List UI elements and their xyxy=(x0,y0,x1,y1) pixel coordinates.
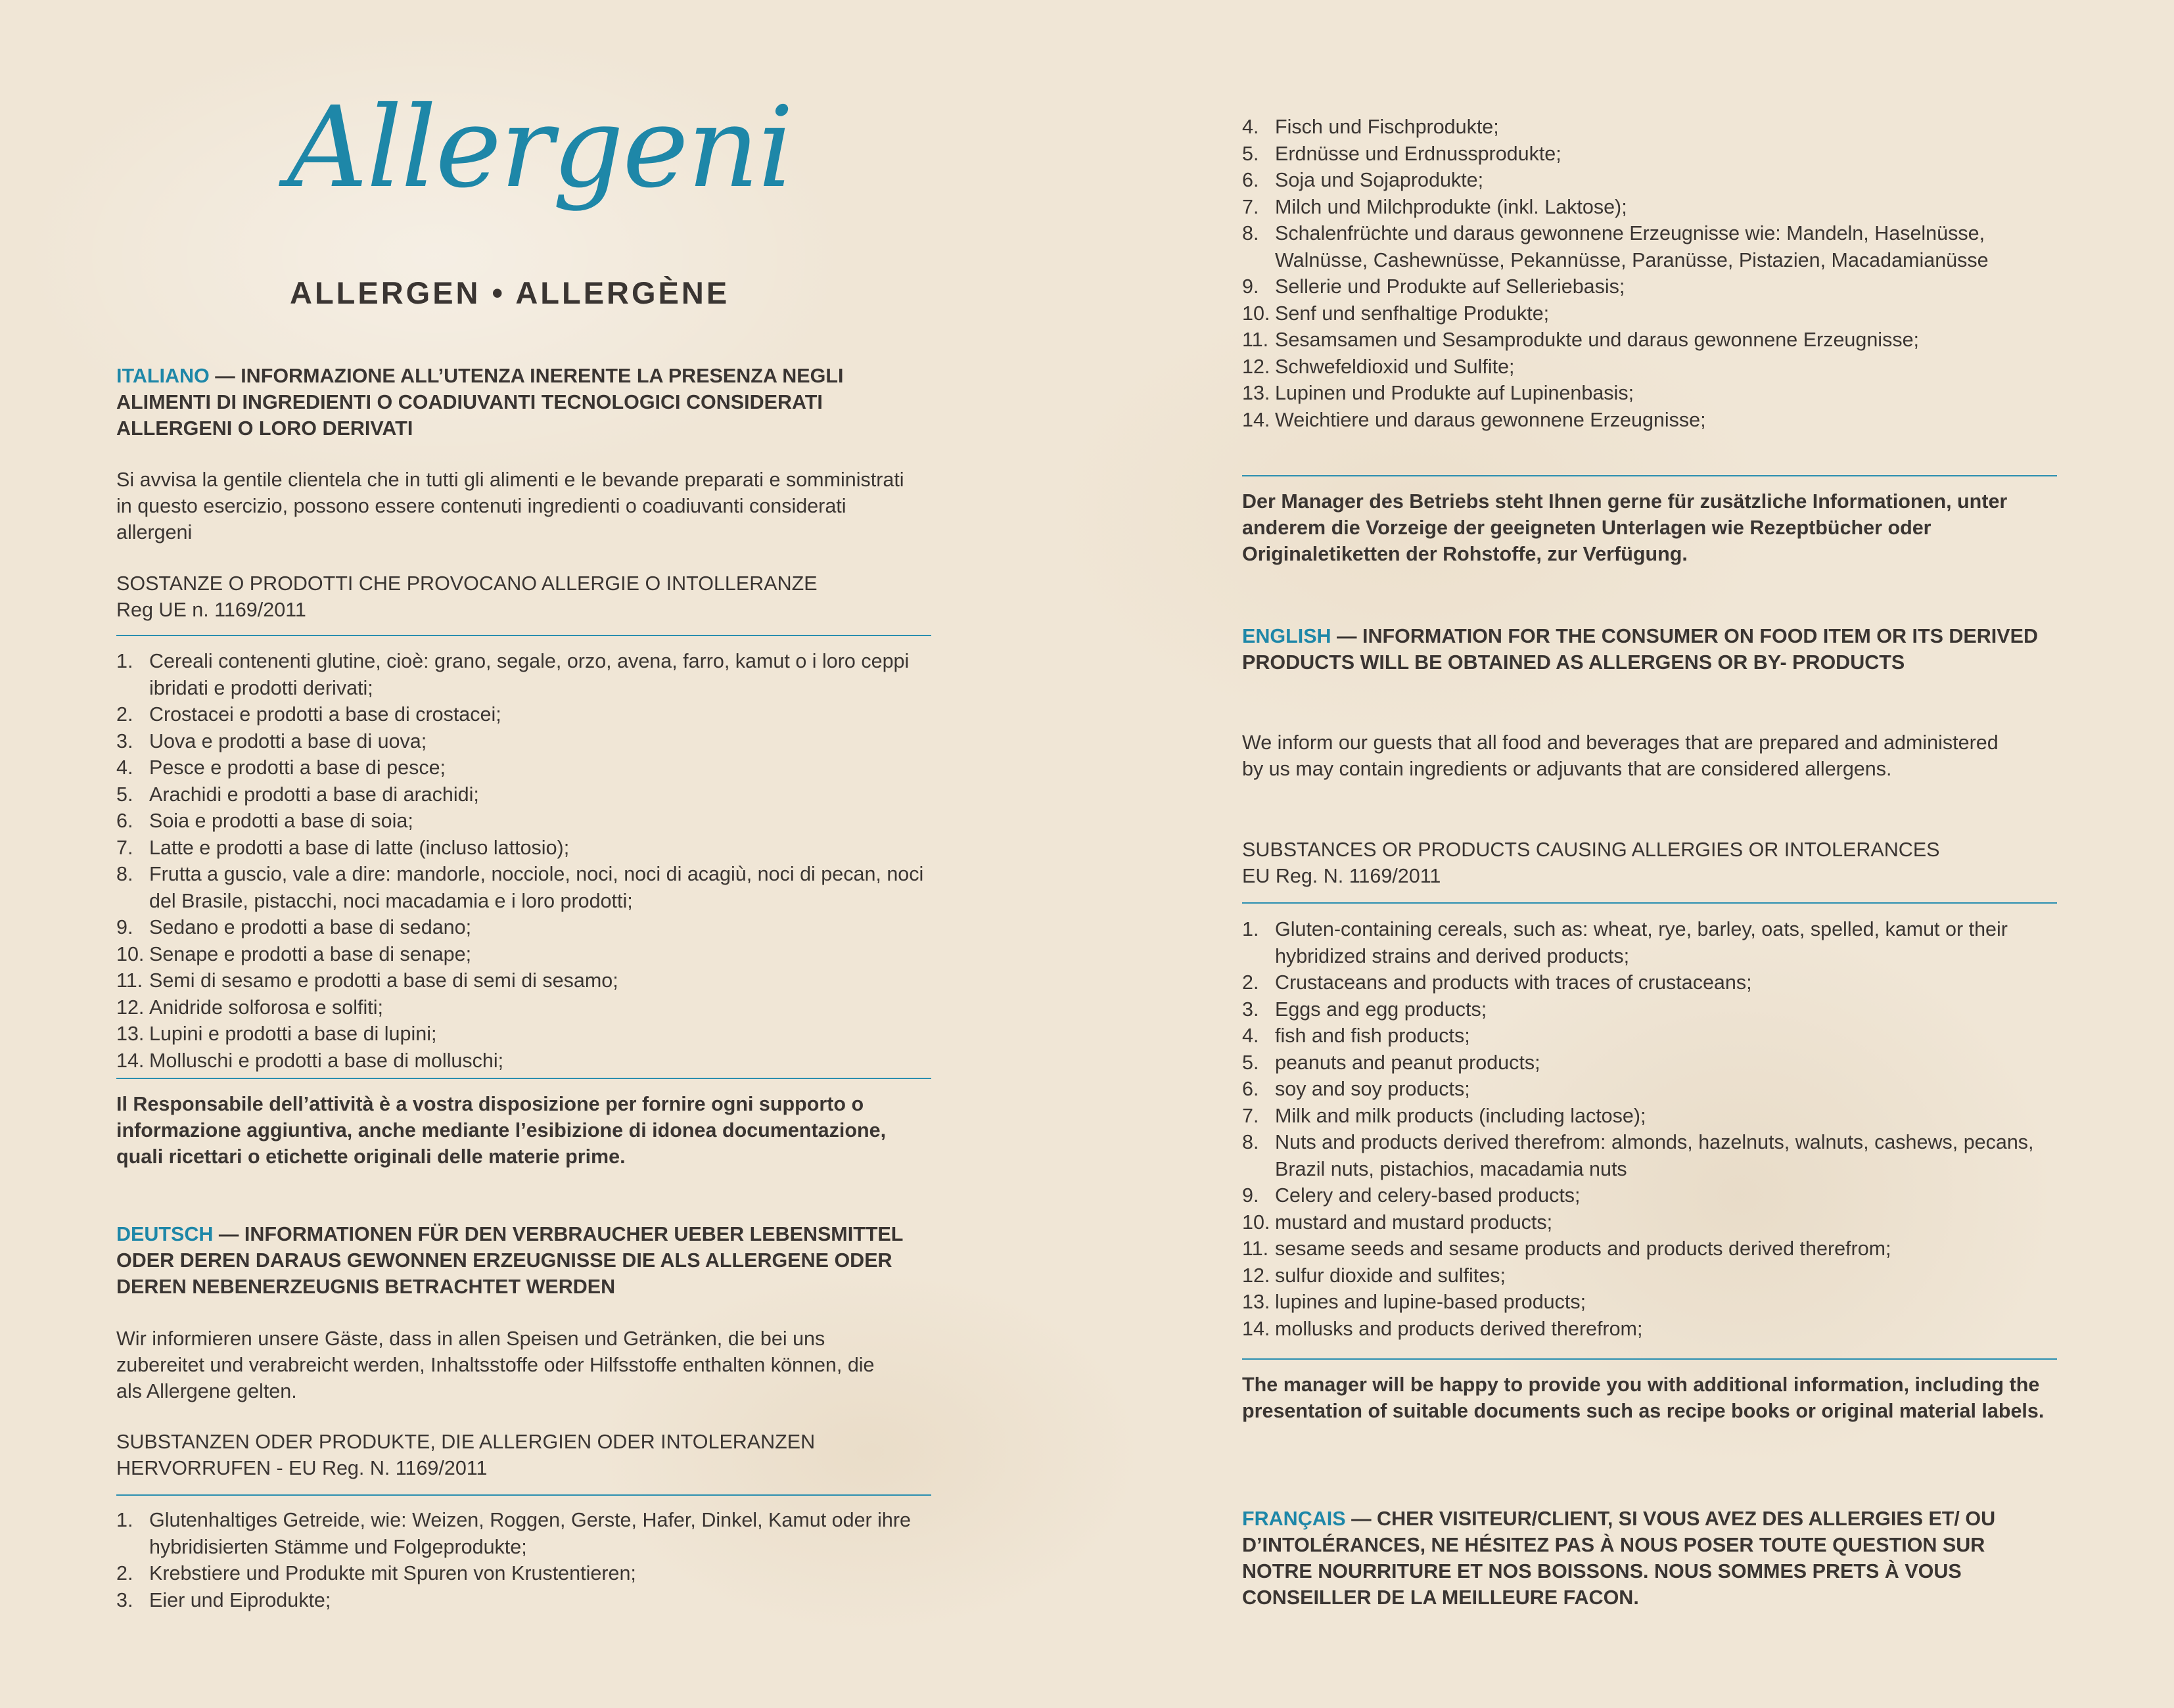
italiano-allergen-list xyxy=(116,648,931,1074)
list-item-number: 5. xyxy=(1242,1051,1259,1074)
list-item-text: Gluten-containing cereals, such as: wheat, rye, barley, oats, spelled, kamut or their hybridized strains and derived products; xyxy=(1275,918,2008,967)
list-item-number: 7. xyxy=(1242,195,1259,218)
list-item xyxy=(1242,916,2057,969)
list-item-number: 6. xyxy=(1242,169,1259,191)
list-item-text: Glutenhaltiges Getreide, wie: Weizen, Roggen, Gerste, Hafer, Dinkel, Kamut oder ihre hybridisierten Stämme und Folgeprodukte; xyxy=(149,1509,912,1558)
francais-lang-label: FRANÇAIS xyxy=(1242,1508,1346,1530)
list-item-text: Senf und senfhaltige Produkte; xyxy=(1275,302,1550,325)
english-list-block xyxy=(1242,916,2057,1342)
list-item xyxy=(1242,969,2057,996)
list-item xyxy=(1242,1262,2057,1289)
italiano-substances-block xyxy=(116,570,931,623)
list-item-text: Soia e prodotti a base di soia; xyxy=(149,810,413,832)
list-item-number: 12. xyxy=(1242,1264,1270,1287)
list-item-number: 1. xyxy=(116,1509,133,1531)
list-item-text: mollusks and products derived therefrom; xyxy=(1275,1317,1643,1340)
divider xyxy=(116,1494,931,1496)
list-item-number: 12. xyxy=(116,996,145,1019)
list-item xyxy=(1242,1289,2057,1316)
list-item-number: 4. xyxy=(1242,1025,1259,1047)
list-item-text: Uova e prodotti a base di uova; xyxy=(149,729,427,752)
list-item-number: 14. xyxy=(1242,408,1270,431)
italiano-list-block xyxy=(116,648,931,1074)
deutsch-heading xyxy=(116,1221,931,1300)
deutsch-section xyxy=(116,1221,931,1300)
list-item xyxy=(1242,114,2057,141)
list-item-number: 4. xyxy=(116,756,133,779)
list-item-number: 1. xyxy=(116,650,133,672)
list-item-number: 10. xyxy=(116,942,145,965)
list-item xyxy=(116,914,931,941)
list-item-text: Molluschi e prodotti a base di molluschi; xyxy=(149,1049,504,1072)
divider xyxy=(116,635,931,636)
list-item xyxy=(1242,273,2057,300)
list-item-number: 13. xyxy=(1242,1291,1270,1313)
italiano-heading xyxy=(116,363,931,442)
list-item-text: Eggs and egg products; xyxy=(1275,998,1487,1021)
list-item-number: 8. xyxy=(1242,222,1259,244)
divider xyxy=(1242,475,2057,476)
list-item-number: 12. xyxy=(1242,355,1270,378)
divider xyxy=(116,1078,931,1079)
list-item-text: Crostacei e prodotti a base di crostacei; xyxy=(149,703,501,726)
english-intro-block xyxy=(1242,729,2057,782)
list-item-number: 11. xyxy=(1242,329,1269,351)
list-item xyxy=(1242,1103,2057,1130)
list-item xyxy=(116,1021,931,1048)
list-item-text: Schwefeldioxid und Sulfite; xyxy=(1275,355,1515,378)
list-item xyxy=(1242,1316,2057,1343)
list-item-number: 2. xyxy=(116,703,133,726)
list-item-number: 13. xyxy=(1242,382,1270,404)
list-item xyxy=(1242,300,2057,327)
list-item-number: 3. xyxy=(116,729,133,752)
divider xyxy=(1242,902,2057,904)
list-item-text: Soja und Sojaprodukte; xyxy=(1275,169,1484,191)
deutsch-lang-label: DEUTSCH xyxy=(116,1223,214,1245)
list-item-number: 7. xyxy=(116,836,133,859)
list-item xyxy=(1242,141,2057,168)
list-item-text: lupines and lupine-based products; xyxy=(1275,1291,1586,1313)
list-item xyxy=(1242,354,2057,381)
list-item xyxy=(1242,167,2057,194)
list-item-text: Eier und Eiprodukte; xyxy=(149,1588,331,1611)
list-item xyxy=(1242,380,2057,407)
list-item-text: Semi di sesamo e prodotti a base di semi di sesamo; xyxy=(149,969,618,992)
list-item xyxy=(116,835,931,862)
list-item xyxy=(116,1560,931,1587)
deutsch-allergen-list-part1 xyxy=(116,1507,931,1613)
list-item-text: Milch und Milchprodukte (inkl. Laktose); xyxy=(1275,195,1627,218)
list-item-text: Krebstiere und Produkte mit Spuren von Krustentieren; xyxy=(149,1562,636,1584)
list-item-number: 10. xyxy=(1242,1211,1270,1234)
francais-heading xyxy=(1242,1506,2057,1611)
english-allergen-list xyxy=(1242,916,2057,1342)
list-item xyxy=(1242,1209,2057,1236)
list-item xyxy=(116,781,931,808)
english-note: The manager will be happy to provide you with additional information, including the presentation of suitable documents such as recipe books or original material labels. xyxy=(1242,1373,2045,1422)
list-item-text: soy and soy products; xyxy=(1275,1078,1470,1100)
list-item xyxy=(1242,1129,2057,1182)
list-item xyxy=(1242,407,2057,434)
list-item xyxy=(1242,1023,2057,1050)
english-intro: We inform our guests that all food and beverages that are prepared and administered by us may contain ingredients or adjuvants that are considered allergens. xyxy=(1242,731,1999,780)
list-item xyxy=(116,648,931,701)
list-item-number: 2. xyxy=(116,1562,133,1584)
list-item-text: peanuts and peanut products; xyxy=(1275,1051,1540,1074)
italiano-note: Il Responsabile dell’attività è a vostra disposizione per fornire ogni supporto o informazione aggiuntiva, anche mediante l’esibizione di idonea documentazione, quali ricettari o etichette originali delle materie prime. xyxy=(116,1093,887,1168)
italiano-intro: Si avvisa la gentile clientela che in tutti gli alimenti e le bevande preparati e somministrati in questo esercizio, possono essere contenuti ingredienti o coadiuvanti considerati allergeni xyxy=(116,469,904,543)
list-item xyxy=(1242,1050,2057,1076)
deutsch-intro: Wir informieren unsere Gäste, dass in allen Speisen und Getränken, die bei uns zubereitet und verabreicht werden, Inhaltsstoffe oder Hilfsstoffe enthalten können, die als Allergene gelten. xyxy=(116,1327,875,1402)
list-item-text: Arachidi e prodotti a base di arachidi; xyxy=(149,783,479,806)
list-item-number: 11. xyxy=(1242,1237,1269,1260)
page-title: Allergeni xyxy=(287,83,793,213)
italiano-heading-text: — INFORMAZIONE ALL’UTENZA INERENTE LA PRESENZA NEGLI ALIMENTI DI INGREDIENTI O COADIUVANTI TECNOLOGICI CONSIDERATI ALLERGENI O LORO DERIVATI xyxy=(116,365,844,440)
list-item xyxy=(116,1048,931,1074)
list-item xyxy=(116,967,931,994)
english-heading xyxy=(1242,623,2050,676)
list-item xyxy=(1242,1076,2057,1103)
list-item-number: 5. xyxy=(1242,142,1259,165)
list-item-text: Latte e prodotti a base di latte (incluso lattosio); xyxy=(149,836,570,859)
list-item-text: fish and fish products; xyxy=(1275,1025,1470,1047)
list-item-text: Weichtiere und daraus gewonnene Erzeugnisse; xyxy=(1275,408,1706,431)
list-item-text: Erdnüsse und Erdnussprodukte; xyxy=(1275,142,1561,165)
list-item-number: 9. xyxy=(1242,1184,1259,1207)
deutsch-list-right-block xyxy=(1242,114,2057,433)
deutsch-list-left-block xyxy=(116,1507,931,1613)
list-item-text: Cereali contenenti glutine, cioè: grano, segale, orzo, avena, farro, kamut o i loro ceppi ibridati e prodotti derivati; xyxy=(149,650,910,699)
list-item-text: Fisch und Fischprodukte; xyxy=(1275,116,1499,138)
list-item-text: Anidride solforosa e solfiti; xyxy=(149,996,384,1019)
list-item-text: sulfur dioxide and sulfites; xyxy=(1275,1264,1506,1287)
list-item-number: 5. xyxy=(116,783,133,806)
english-substances-title: SUBSTANCES OR PRODUCTS CAUSING ALLERGIES OR INTOLERANCES xyxy=(1242,839,1940,861)
list-item-number: 14. xyxy=(116,1049,145,1072)
list-item-text: mustard and mustard products; xyxy=(1275,1211,1553,1234)
italiano-note-block xyxy=(116,1091,931,1170)
list-item xyxy=(1242,327,2057,354)
list-item xyxy=(1242,1235,2057,1262)
list-item-text: Pesce e prodotti a base di pesce; xyxy=(149,756,446,779)
list-item-number: 2. xyxy=(1242,971,1259,994)
italiano-substances-title: SOSTANZE O PRODOTTI CHE PROVOCANO ALLERGIE O INTOLLERANZE xyxy=(116,572,818,595)
english-heading-text: — INFORMATION FOR THE CONSUMER ON FOOD ITEM OR ITS DERIVED PRODUCTS WILL BE OBTAINED AS ALLERGENS OR BY- PRODUCTS xyxy=(1242,625,2038,674)
italiano-substances-reg: Reg UE n. 1169/2011 xyxy=(116,599,306,621)
deutsch-note: Der Manager des Betriebs steht Ihnen gerne für zusätzliche Informationen, unter anderem die Vorzeige der geeigneten Unterlagen wie Rezeptbücher oder Originaletiketten der Rohstoffe, zur Verfügung. xyxy=(1242,490,2008,565)
list-item-number: 8. xyxy=(1242,1131,1259,1153)
deutsch-substances-title: SUBSTANZEN ODER PRODUKTE, DIE ALLERGIEN ODER INTOLERANZEN xyxy=(116,1431,816,1453)
italiano-lang-label: ITALIANO xyxy=(116,365,210,387)
list-item-number: 9. xyxy=(116,916,133,938)
list-item-number: 7. xyxy=(1242,1104,1259,1127)
list-item xyxy=(116,701,931,728)
list-item-text: Nuts and products derived therefrom: almonds, hazelnuts, walnuts, cashews, pecans, Brazil nuts, pistachios, macadamia nuts xyxy=(1275,1131,2034,1180)
list-item-number: 13. xyxy=(116,1023,145,1045)
list-item xyxy=(116,861,931,914)
deutsch-substances-block xyxy=(116,1429,931,1481)
list-item-text: Senape e prodotti a base di senape; xyxy=(149,942,472,965)
list-item-text: Milk and milk products (including lactose); xyxy=(1275,1104,1646,1127)
list-item-number: 10. xyxy=(1242,302,1270,325)
list-item xyxy=(116,994,931,1021)
list-item-text: Lupini e prodotti a base di lupini; xyxy=(149,1023,437,1045)
page-subtitle: ALLERGEN • ALLERGÈNE xyxy=(290,275,730,310)
deutsch-allergen-list-part2 xyxy=(1242,114,2057,433)
list-item-number: 11. xyxy=(116,969,143,992)
list-item-number: 4. xyxy=(1242,116,1259,138)
deutsch-intro-block xyxy=(116,1326,931,1404)
list-item-number: 9. xyxy=(1242,275,1259,298)
francais-section xyxy=(1242,1506,2057,1611)
english-lang-label: ENGLISH xyxy=(1242,625,1331,647)
list-item xyxy=(1242,194,2057,221)
divider xyxy=(1242,1358,2057,1360)
list-item-text: Frutta a guscio, vale a dire: mandorle, nocciole, noci, noci di acagiù, noci di pecan, noci del Brasile, pistacchi, noci macadamia e i loro prodotti; xyxy=(149,863,924,912)
list-item-text: Sesamsamen und Sesamprodukte und daraus gewonnene Erzeugnisse; xyxy=(1275,329,1920,351)
list-item-number: 8. xyxy=(116,863,133,885)
francais-heading-text: — CHER VISITEUR/CLIENT, SI VOUS AVEZ DES ALLERGIES ET/ OU D’INTOLÉRANCES, NE HÉSITEZ PAS À NOUS POSER TOUTE QUESTION SUR NOTRE NOURRITURE ET NOS BOISSONS. NOUS SOMMES PRETS À VOUS CONSEILLER DE LA MEILLEURE FACON. xyxy=(1242,1508,1996,1609)
list-item xyxy=(116,1507,931,1560)
list-item-text: Sedano e prodotti a base di sedano; xyxy=(149,916,472,938)
list-item-number: 3. xyxy=(116,1588,133,1611)
list-item xyxy=(116,728,931,755)
italiano-intro-block xyxy=(116,467,931,545)
deutsch-substances-reg: HERVORRUFEN - EU Reg. N. 1169/2011 xyxy=(116,1457,488,1479)
list-item-number: 3. xyxy=(1242,998,1259,1021)
list-item-number: 6. xyxy=(116,810,133,832)
list-item-text: Schalenfrüchte und daraus gewonnene Erzeugnisse wie: Mandeln, Haselnüsse, Walnüsse, Cashewnüsse, Pekannüsse, Paranüsse, Pistazien, Macadamianüsse xyxy=(1275,222,1989,271)
deutsch-heading-text: — INFORMATIONEN FÜR DEN VERBRAUCHER UEBER LEBENSMITTEL ODER DEREN DARAUS GEWONNEN ERZEUGNISSE DIE ALS ALLERGENE ODER DEREN NEBENERZEUGNIS BETRACHTET WERDEN xyxy=(116,1223,903,1298)
list-item xyxy=(116,941,931,968)
list-item-text: Crustaceans and products with traces of crustaceans; xyxy=(1275,971,1752,994)
list-item xyxy=(116,808,931,835)
list-item-number: 14. xyxy=(1242,1317,1270,1340)
list-item-number: 6. xyxy=(1242,1078,1259,1100)
english-note-block xyxy=(1242,1372,2057,1424)
deutsch-note-block xyxy=(1242,488,2057,567)
list-item-text: Sellerie und Produkte auf Selleriebasis; xyxy=(1275,275,1625,298)
italiano-section xyxy=(116,363,931,442)
list-item-text: sesame seeds and sesame products and products derived therefrom; xyxy=(1275,1237,1891,1260)
english-substances-block xyxy=(1242,837,2057,889)
english-section xyxy=(1242,623,2057,676)
list-item-number: 1. xyxy=(1242,918,1259,940)
list-item-text: Lupinen und Produkte auf Lupinenbasis; xyxy=(1275,382,1634,404)
list-item xyxy=(116,1587,931,1614)
list-item xyxy=(1242,220,2057,273)
list-item xyxy=(1242,996,2057,1023)
english-substances-reg: EU Reg. N. 1169/2011 xyxy=(1242,865,1441,887)
list-item-text: Celery and celery-based products; xyxy=(1275,1184,1581,1207)
list-item xyxy=(1242,1182,2057,1209)
list-item xyxy=(116,754,931,781)
